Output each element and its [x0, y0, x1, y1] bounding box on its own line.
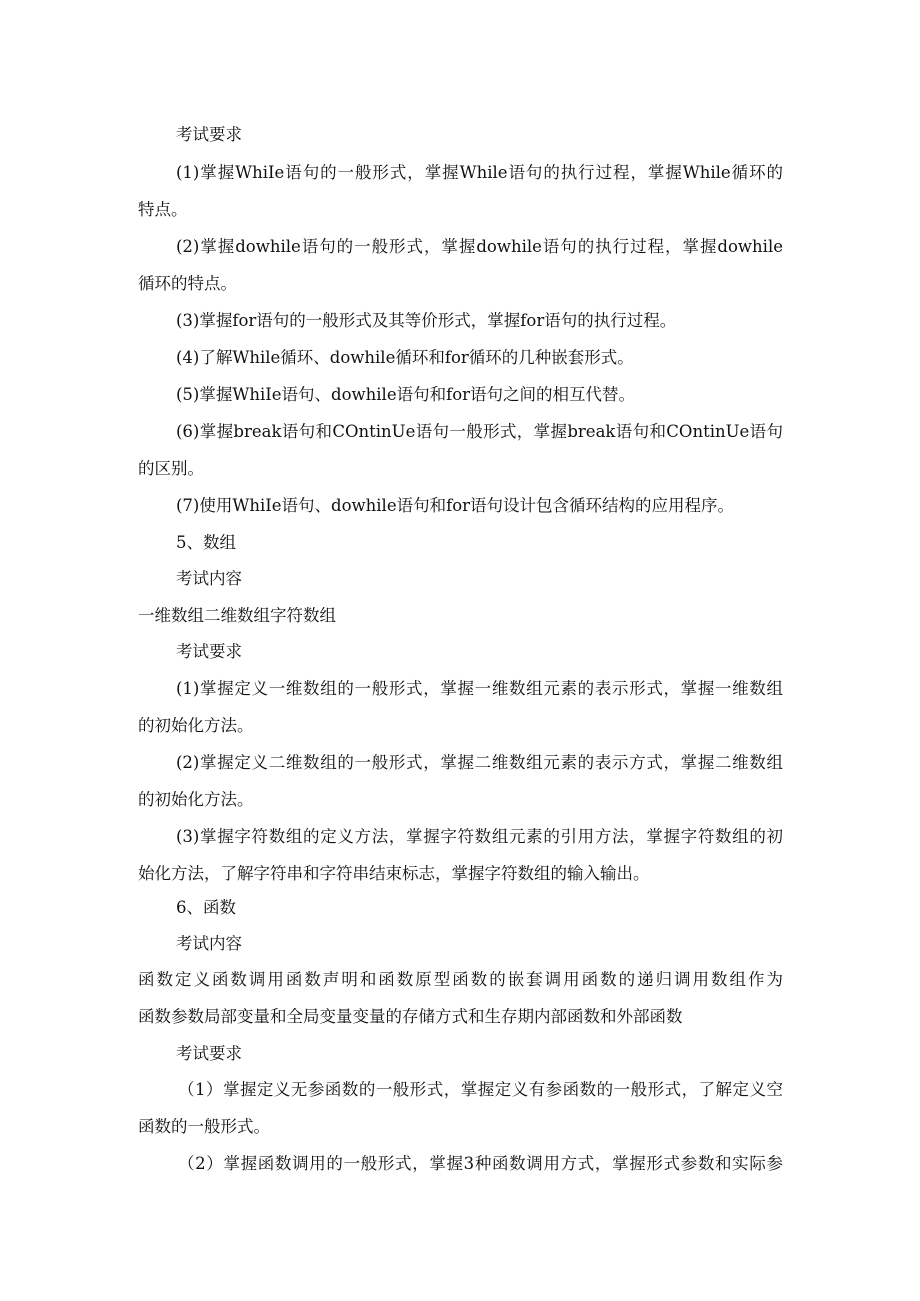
paragraph-line: (3)掌握字符数组的定义方法，掌握字符数组元素的引用方法，掌握字符数组的初	[176, 827, 783, 846]
paragraph-line: 的初始化方法。	[138, 790, 254, 809]
paragraph-line: (2)掌握定义二维数组的一般形式，掌握二维数组元素的表示方式，掌握二维数组	[176, 753, 783, 772]
paragraph-line: 函数参数局部变量和全局变量变量的存储方式和生存期内部函数和外部函数	[138, 1007, 683, 1026]
paragraph-line: 的区别。	[138, 459, 204, 478]
paragraph-line: 的初始化方法。	[138, 716, 254, 735]
heading-exam-requirements: 考试要求	[176, 125, 242, 144]
heading-exam-content: 考试内容	[176, 569, 242, 588]
paragraph-line: (4)了解While循环、dowhile循环和for循环的几种嵌套形式。	[176, 348, 634, 367]
paragraph-line: 函数的一般形式。	[138, 1117, 270, 1136]
paragraph-line: 一维数组二维数组字符数组	[138, 606, 336, 625]
paragraph-line: （2）掌握函数调用的一般形式，掌握3种函数调用方式，掌握形式参数和实际参	[178, 1154, 783, 1173]
heading-exam-content: 考试内容	[176, 934, 242, 953]
heading-exam-requirements: 考试要求	[176, 642, 242, 661]
paragraph-line: (3)掌握for语句的一般形式及其等价形式，掌握for语句的执行过程。	[176, 311, 677, 330]
paragraph-line: (2)掌握dowhile语句的一般形式，掌握dowhile语句的执行过程，掌握dowhile	[176, 237, 783, 256]
section-heading-functions: 6、函数	[176, 898, 236, 917]
paragraph-line: (1)掌握定义一维数组的一般形式，掌握一维数组元素的表示形式，掌握一维数组	[176, 679, 783, 698]
paragraph-line: (1)掌握WhiIe语句的一般形式，掌握While语句的执行过程，掌握While循环的	[176, 163, 783, 182]
paragraph-line: (6)掌握break语句和COntinUe语句一般形式，掌握break语句和COntinUe语句	[176, 422, 783, 441]
paragraph-line: 函数定义函数调用函数声明和函数原型函数的嵌套调用函数的递归调用数组作为	[138, 970, 783, 989]
paragraph-line: 始化方法，了解字符串和字符串结束标志，掌握字符数组的输入输出。	[138, 864, 650, 883]
paragraph-line: (5)掌握WhiIe语句、dowhile语句和for语句之间的相互代替。	[176, 385, 636, 404]
paragraph-line: (7)使用WhiIe语句、dowhile语句和for语句设计包含循环结构的应用程序。	[176, 496, 735, 515]
paragraph-line: 循环的特点。	[138, 274, 237, 293]
paragraph-line: （1）掌握定义无参函数的一般形式，掌握定义有参函数的一般形式，了解定义空	[178, 1080, 783, 1099]
section-heading-arrays: 5、数组	[176, 533, 236, 552]
heading-exam-requirements: 考试要求	[176, 1044, 242, 1063]
paragraph-line: 特点。	[138, 200, 188, 219]
